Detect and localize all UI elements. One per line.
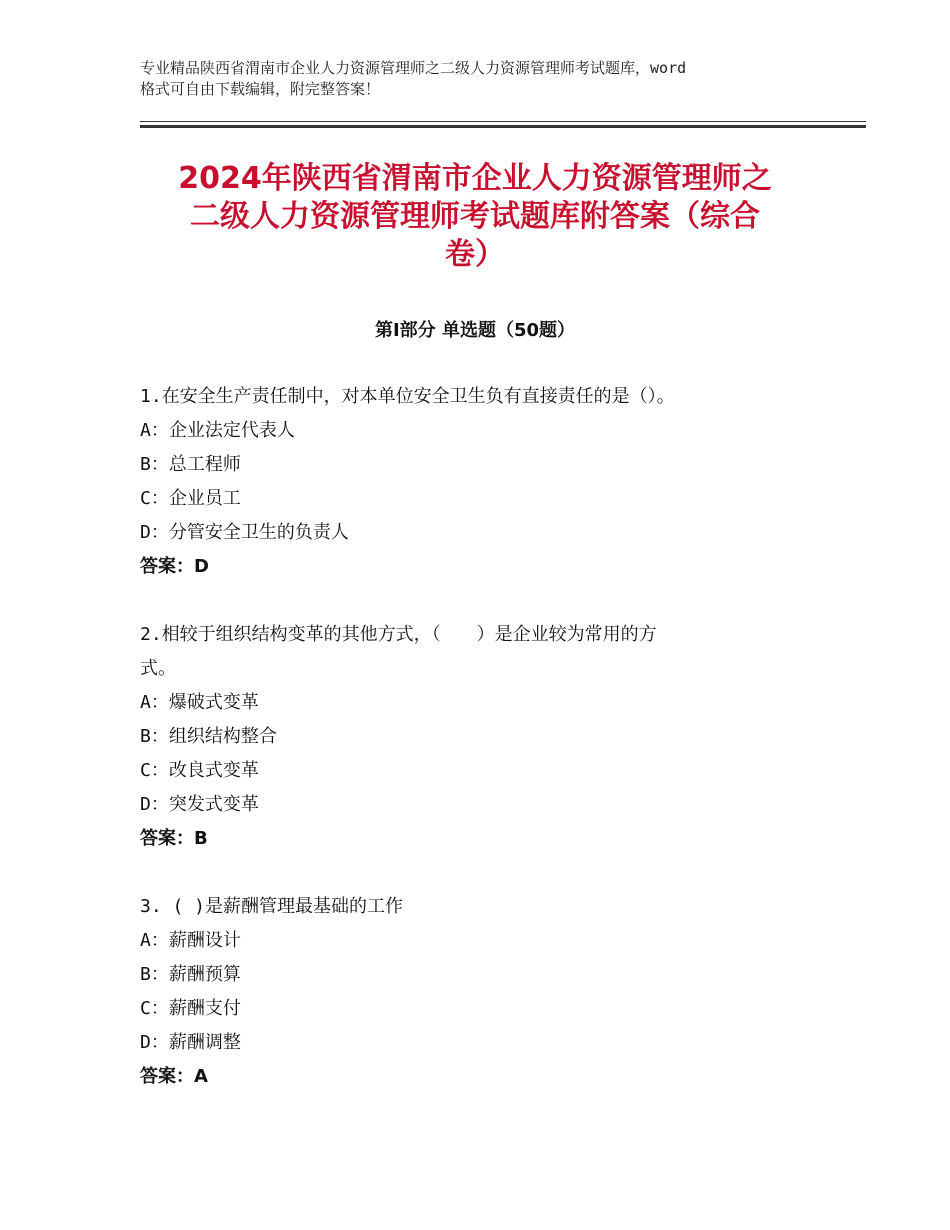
option-b: B：组织结构整合 <box>140 726 277 747</box>
answer: 答案：B <box>140 828 208 849</box>
option-c: C：改良式变革 <box>140 760 259 781</box>
header-divider-thin <box>140 121 866 122</box>
option-c: C：薪酬支付 <box>140 998 241 1019</box>
answer: 答案：D <box>140 556 209 577</box>
option-a: A：薪酬设计 <box>140 930 241 951</box>
document-title-line-3: 卷） <box>445 237 505 272</box>
header-divider-thick <box>140 125 866 128</box>
header-note-line-1: 专业精品陕西省渭南市企业人力资源管理师之二级人力资源管理师考试题库，word <box>140 59 687 77</box>
header-note-line-2: 格式可自由下载编辑，附完整答案！ <box>140 80 381 98</box>
option-b: B：薪酬预算 <box>140 964 241 985</box>
option-d: D：分管安全卫生的负责人 <box>140 522 349 543</box>
question-stem: 2.相较于组织结构变革的其他方式，（ ）是企业较为常用的方 <box>140 624 657 645</box>
question-stem: 1.在安全生产责任制中，对本单位安全卫生负有直接责任的是（）。 <box>140 386 675 407</box>
question-stem-continued: 式。 <box>140 658 176 679</box>
answer: 答案：A <box>140 1066 208 1087</box>
option-a: A：企业法定代表人 <box>140 420 295 441</box>
option-a: A：爆破式变革 <box>140 692 259 713</box>
document-title-line-1: 2024年陕西省渭南市企业人力资源管理师之 <box>178 161 772 196</box>
option-d: D：突发式变革 <box>140 794 259 815</box>
document-title-line-2: 二级人力资源管理师考试题库附答案（综合 <box>190 199 760 234</box>
question-1 <box>140 380 840 584</box>
option-c: C：企业员工 <box>140 488 241 509</box>
section-title: 第Ⅰ部分 单选题（50题） <box>374 320 575 341</box>
option-b: B：总工程师 <box>140 454 241 475</box>
document-title <box>130 160 820 274</box>
question-list <box>140 380 840 1128</box>
question-2 <box>140 618 840 856</box>
question-stem: 3. ( )是薪酬管理最基础的工作 <box>140 896 404 917</box>
question-3 <box>140 890 840 1094</box>
option-d: D：薪酬调整 <box>140 1032 241 1053</box>
header-note <box>140 58 830 100</box>
